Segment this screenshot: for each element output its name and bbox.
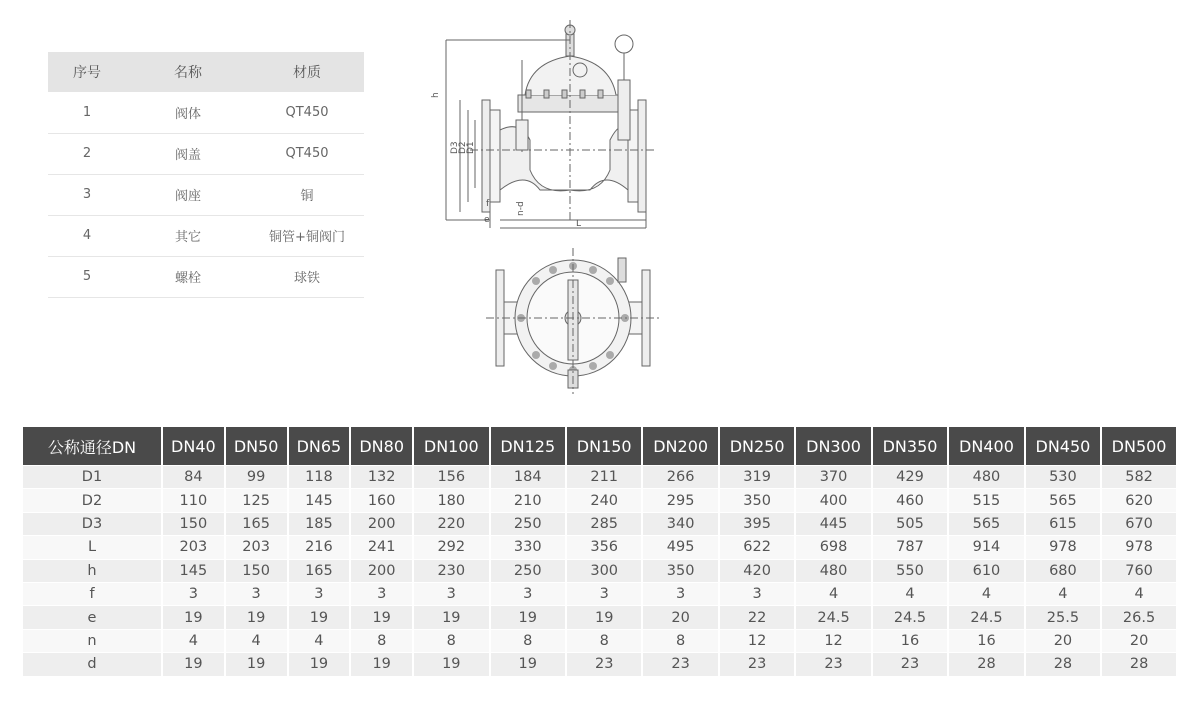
dimensions-cell: 680 <box>1026 559 1102 582</box>
dimensions-cell: 622 <box>720 535 796 558</box>
dimensions-cell: 550 <box>873 559 949 582</box>
dimensions-cell: 914 <box>949 535 1025 558</box>
dimensions-cell: 160 <box>351 488 414 511</box>
dimensions-row <box>23 582 1176 605</box>
dimensions-cell: 4 <box>289 629 352 652</box>
dimensions-header-size: DN100 <box>414 427 490 465</box>
dimensions-cell: 370 <box>796 465 872 488</box>
dimensions-row-label: f <box>23 582 163 605</box>
dimensions-cell: 165 <box>226 512 289 535</box>
dimensions-cell: 4 <box>1026 582 1102 605</box>
dimensions-cell: 210 <box>491 488 567 511</box>
dimensions-cell: 3 <box>163 582 226 605</box>
dimensions-cell: 3 <box>351 582 414 605</box>
dimensions-cell: 530 <box>1026 465 1102 488</box>
dimensions-cell: 19 <box>351 605 414 628</box>
label-d3: D3 <box>450 141 460 154</box>
dimensions-corner-header: 公称通径DN <box>23 427 163 465</box>
dimensions-cell: 200 <box>351 512 414 535</box>
dimensions-row-label: L <box>23 535 163 558</box>
dimensions-cell: 150 <box>226 559 289 582</box>
materials-cell-index: 2 <box>48 133 126 174</box>
dimensions-row-label: D3 <box>23 512 163 535</box>
dimensions-cell: 19 <box>414 652 490 675</box>
dimensions-cell: 19 <box>491 605 567 628</box>
dimensions-header-size: DN40 <box>163 427 226 465</box>
materials-cell-index: 3 <box>48 174 126 215</box>
materials-cell-index: 4 <box>48 215 126 256</box>
dimensions-cell: 211 <box>567 465 643 488</box>
dimensions-cell: 978 <box>1102 535 1176 558</box>
dimensions-cell: 16 <box>873 629 949 652</box>
materials-header-index: 序号 <box>48 52 126 92</box>
dimensions-cell: 350 <box>643 559 719 582</box>
materials-row <box>48 133 364 174</box>
dimensions-cell: 615 <box>1026 512 1102 535</box>
dimensions-cell: 4 <box>163 629 226 652</box>
dimensions-cell: 118 <box>289 465 352 488</box>
dimensions-cell: 505 <box>873 512 949 535</box>
dimensions-row <box>23 535 1176 558</box>
dimensions-cell: 23 <box>567 652 643 675</box>
dimensions-cell: 23 <box>643 652 719 675</box>
materials-cell-name: 阀座 <box>126 174 250 215</box>
dimensions-header-size: DN50 <box>226 427 289 465</box>
dimensions-cell: 23 <box>873 652 949 675</box>
dimensions-cell: 24.5 <box>949 605 1025 628</box>
dimensions-row <box>23 465 1176 488</box>
dimensions-header-size: DN125 <box>491 427 567 465</box>
dimensions-cell: 760 <box>1102 559 1176 582</box>
dimensions-cell: 23 <box>796 652 872 675</box>
dimensions-cell: 25.5 <box>1026 605 1102 628</box>
label-d1: D1 <box>466 141 476 154</box>
dimensions-cell: 515 <box>949 488 1025 511</box>
dimensions-cell: 429 <box>873 465 949 488</box>
dimensions-cell: 19 <box>414 605 490 628</box>
dimensions-row-label: h <box>23 559 163 582</box>
materials-cell-material: 球铁 <box>250 256 364 297</box>
dimensions-cell: 8 <box>351 629 414 652</box>
dimensions-cell: 22 <box>720 605 796 628</box>
dimensions-cell: 480 <box>796 559 872 582</box>
dimensions-cell: 319 <box>720 465 796 488</box>
dimensions-row <box>23 629 1176 652</box>
dimensions-cell: 787 <box>873 535 949 558</box>
dimensions-header-size: DN80 <box>351 427 414 465</box>
dimensions-cell: 12 <box>796 629 872 652</box>
dimensions-header-size: DN400 <box>949 427 1025 465</box>
materials-cell-material: QT450 <box>250 133 364 174</box>
dimensions-cell: 132 <box>351 465 414 488</box>
dimensions-header-size: DN500 <box>1102 427 1176 465</box>
dimensions-cell: 150 <box>163 512 226 535</box>
dimensions-cell: 670 <box>1102 512 1176 535</box>
materials-row <box>48 256 364 297</box>
dimensions-cell: 240 <box>567 488 643 511</box>
dimensions-row <box>23 605 1176 628</box>
dimensions-cell: 582 <box>1102 465 1176 488</box>
dimensions-cell: 19 <box>289 605 352 628</box>
materials-row <box>48 174 364 215</box>
dimensions-cell: 16 <box>949 629 1025 652</box>
materials-body <box>48 92 364 297</box>
dimensions-cell: 180 <box>414 488 490 511</box>
dimensions-cell: 84 <box>163 465 226 488</box>
materials-cell-material: 铜 <box>250 174 364 215</box>
dimensions-row-label: n <box>23 629 163 652</box>
dimensions-cell: 8 <box>414 629 490 652</box>
dimensions-cell: 4 <box>873 582 949 605</box>
materials-row <box>48 215 364 256</box>
materials-row <box>48 92 364 133</box>
dimensions-cell: 4 <box>949 582 1025 605</box>
dimensions-cell: 220 <box>414 512 490 535</box>
dimensions-cell: 3 <box>720 582 796 605</box>
dimensions-cell: 285 <box>567 512 643 535</box>
dimensions-cell: 19 <box>351 652 414 675</box>
dimensions-cell: 99 <box>226 465 289 488</box>
dimensions-cell: 445 <box>796 512 872 535</box>
dimensions-cell: 145 <box>163 559 226 582</box>
materials-cell-material: QT450 <box>250 92 364 133</box>
materials-table <box>48 52 364 298</box>
label-h: h <box>431 92 441 98</box>
dimensions-cell: 203 <box>226 535 289 558</box>
dimensions-header-size: DN300 <box>796 427 872 465</box>
materials-cell-name: 阀体 <box>126 92 250 133</box>
valve-drawing <box>430 20 670 398</box>
dimensions-cell: 8 <box>491 629 567 652</box>
dimensions-cell: 350 <box>720 488 796 511</box>
dimensions-cell: 3 <box>414 582 490 605</box>
dimensions-cell: 19 <box>226 652 289 675</box>
dimensions-row-label: d <box>23 652 163 675</box>
dimensions-cell: 356 <box>567 535 643 558</box>
dimensions-cell: 156 <box>414 465 490 488</box>
materials-cell-name: 螺栓 <box>126 256 250 297</box>
label-L: L <box>576 219 582 229</box>
dimensions-cell: 19 <box>163 605 226 628</box>
dimensions-cell: 216 <box>289 535 352 558</box>
dimensions-row <box>23 512 1176 535</box>
dimensions-cell: 19 <box>491 652 567 675</box>
label-d2: D2 <box>458 141 468 154</box>
dimensions-cell: 4 <box>226 629 289 652</box>
materials-header-material: 材质 <box>250 52 364 92</box>
dimensions-cell: 250 <box>491 512 567 535</box>
dimensions-cell: 12 <box>720 629 796 652</box>
materials-cell-index: 5 <box>48 256 126 297</box>
materials-cell-material: 铜管+铜阀门 <box>250 215 364 256</box>
dimensions-table <box>23 427 1176 676</box>
dimensions-cell: 4 <box>796 582 872 605</box>
dimensions-cell: 292 <box>414 535 490 558</box>
label-nd: n-d <box>516 201 526 216</box>
dimensions-body <box>23 465 1176 676</box>
dimensions-cell: 20 <box>1102 629 1176 652</box>
dimensions-cell: 19 <box>289 652 352 675</box>
dimensions-row-label: D2 <box>23 488 163 511</box>
label-e: e <box>484 215 490 225</box>
dimensions-row-label: D1 <box>23 465 163 488</box>
dimensions-cell: 184 <box>491 465 567 488</box>
dimensions-cell: 28 <box>1026 652 1102 675</box>
dimensions-cell: 620 <box>1102 488 1176 511</box>
dimensions-cell: 26.5 <box>1102 605 1176 628</box>
dimensions-cell: 295 <box>643 488 719 511</box>
dimensions-cell: 565 <box>949 512 1025 535</box>
dimensions-cell: 3 <box>289 582 352 605</box>
dimensions-cell: 420 <box>720 559 796 582</box>
dimensions-cell: 4 <box>1102 582 1176 605</box>
dimensions-cell: 495 <box>643 535 719 558</box>
dimensions-cell: 203 <box>163 535 226 558</box>
dimensions-row <box>23 652 1176 675</box>
materials-cell-name: 阀盖 <box>126 133 250 174</box>
dimensions-cell: 3 <box>567 582 643 605</box>
dimensions-cell: 400 <box>796 488 872 511</box>
dimensions-cell: 480 <box>949 465 1025 488</box>
dimensions-cell: 110 <box>163 488 226 511</box>
dimensions-header-size: DN350 <box>873 427 949 465</box>
dimensions-cell: 8 <box>643 629 719 652</box>
dimensions-cell: 19 <box>226 605 289 628</box>
valve-side-view <box>446 20 656 228</box>
dimensions-cell: 330 <box>491 535 567 558</box>
dimensions-cell: 125 <box>226 488 289 511</box>
dimensions-header-size: DN450 <box>1026 427 1102 465</box>
dimensions-cell: 340 <box>643 512 719 535</box>
dimensions-cell: 300 <box>567 559 643 582</box>
dimensions-cell: 200 <box>351 559 414 582</box>
dimensions-cell: 24.5 <box>873 605 949 628</box>
dimensions-header-size: DN250 <box>720 427 796 465</box>
dimensions-cell: 24.5 <box>796 605 872 628</box>
dimensions-cell: 165 <box>289 559 352 582</box>
dimensions-cell: 230 <box>414 559 490 582</box>
dimensions-header-size: DN200 <box>643 427 719 465</box>
dimensions-cell: 250 <box>491 559 567 582</box>
materials-header-name: 名称 <box>126 52 250 92</box>
dimensions-cell: 20 <box>1026 629 1102 652</box>
dimensions-cell: 145 <box>289 488 352 511</box>
dimensions-cell: 3 <box>491 582 567 605</box>
dimensions-header-row <box>23 427 1176 465</box>
dimensions-cell: 978 <box>1026 535 1102 558</box>
dimensions-cell: 28 <box>1102 652 1176 675</box>
dimensions-cell: 698 <box>796 535 872 558</box>
valve-top-view <box>486 248 662 394</box>
dimensions-cell: 3 <box>226 582 289 605</box>
dimensions-cell: 23 <box>720 652 796 675</box>
dimensions-cell: 28 <box>949 652 1025 675</box>
dimensions-cell: 3 <box>643 582 719 605</box>
dimensions-cell: 395 <box>720 512 796 535</box>
dimensions-cell: 460 <box>873 488 949 511</box>
dimensions-cell: 610 <box>949 559 1025 582</box>
dimensions-cell: 8 <box>567 629 643 652</box>
materials-header-row <box>48 52 364 92</box>
dimensions-cell: 19 <box>567 605 643 628</box>
dimensions-header-size: DN150 <box>567 427 643 465</box>
dimensions-row-label: e <box>23 605 163 628</box>
dimensions-cell: 266 <box>643 465 719 488</box>
dimensions-row <box>23 559 1176 582</box>
dimensions-cell: 241 <box>351 535 414 558</box>
dimensions-cell: 19 <box>163 652 226 675</box>
dimensions-cell: 185 <box>289 512 352 535</box>
materials-cell-name: 其它 <box>126 215 250 256</box>
dimensions-row <box>23 488 1176 511</box>
label-f: f <box>486 199 490 209</box>
dimensions-cell: 565 <box>1026 488 1102 511</box>
dimensions-header-size: DN65 <box>289 427 352 465</box>
dimensions-cell: 20 <box>643 605 719 628</box>
materials-cell-index: 1 <box>48 92 126 133</box>
